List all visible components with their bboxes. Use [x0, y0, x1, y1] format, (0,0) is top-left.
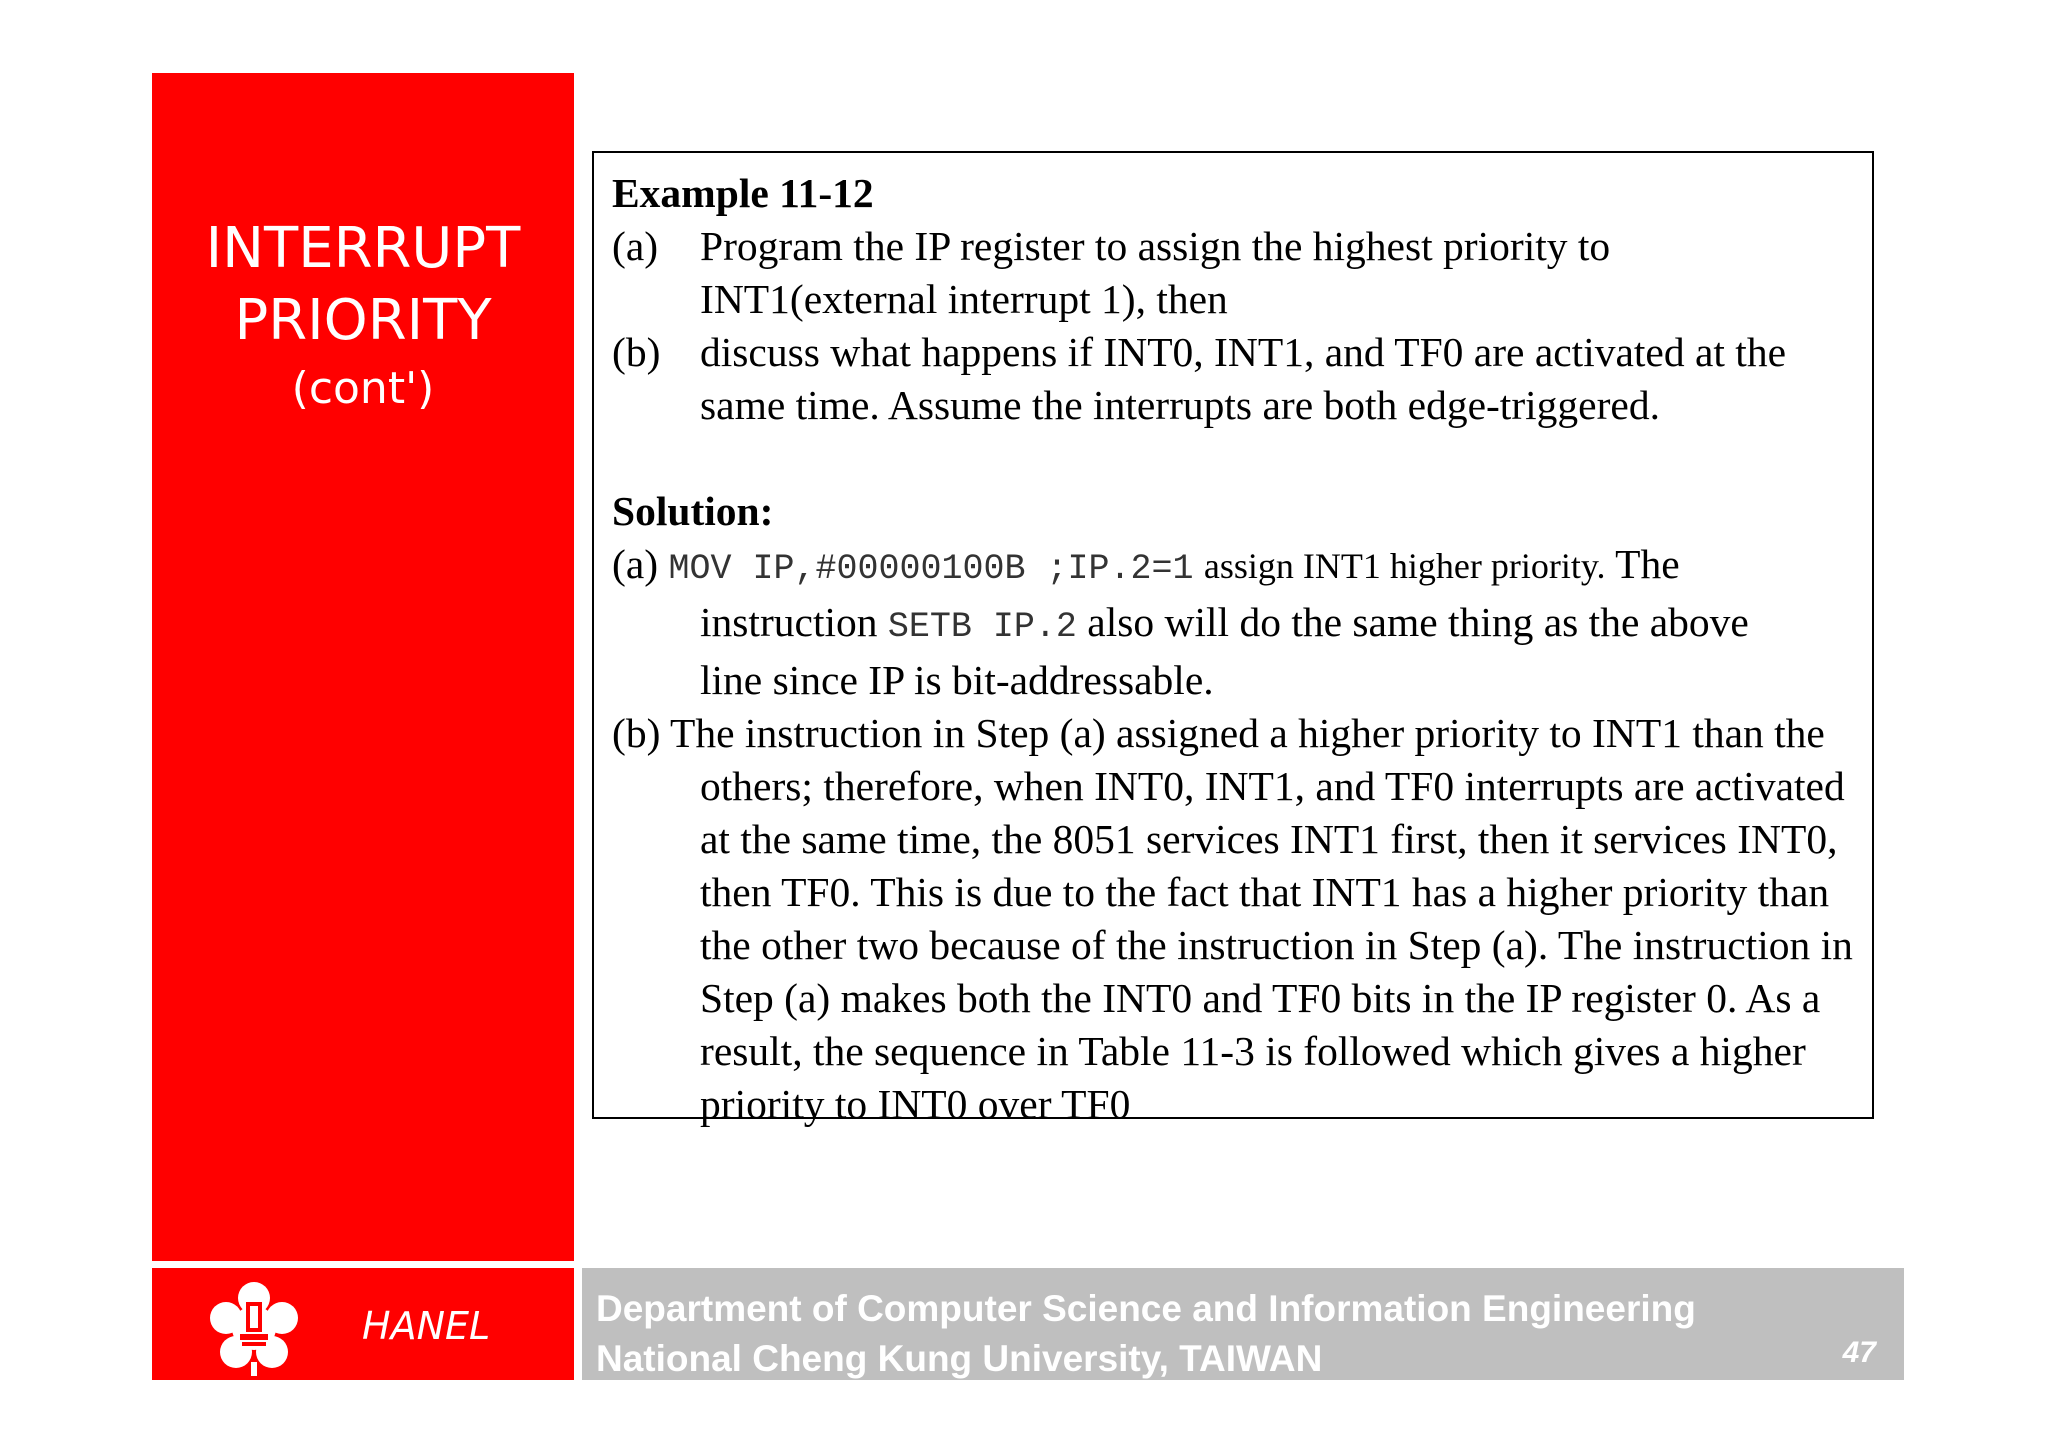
- example-item-a: [612, 220, 1858, 273]
- item-label: (a): [612, 541, 659, 587]
- university-emblem-icon: [204, 1276, 304, 1376]
- example-heading: Example 11-12: [612, 170, 874, 216]
- item-label: (b): [612, 710, 661, 756]
- example-item-b: [612, 326, 1858, 379]
- code-snippet: SETB IP.2: [887, 607, 1077, 647]
- title-subtitle: (cont'): [291, 363, 435, 414]
- title-line-1: INTERRUPT: [205, 216, 521, 281]
- footer-brand-panel: [152, 1268, 574, 1380]
- example-box: [592, 151, 1874, 1127]
- page-number: 47: [1842, 1336, 1876, 1369]
- item-text: Program the IP register to assign the highest priority to: [700, 223, 1611, 269]
- item-text: The: [1615, 541, 1680, 587]
- solution-heading: Solution:: [612, 488, 774, 534]
- item-text: also will do the same thing as the above: [1087, 599, 1749, 645]
- solution-item-a-line3: line since IP is bit-addressable.: [700, 657, 1214, 703]
- spacer: [612, 432, 1858, 485]
- item-label: (b): [612, 329, 661, 375]
- solution-item-a-line2: [612, 596, 1858, 654]
- item-text-continued: same time. Assume the interrupts are both edge-triggered.: [700, 382, 1660, 428]
- section-title: [152, 213, 574, 421]
- footer-institution-panel: [582, 1268, 1904, 1380]
- item-text: The instruction in Step (a) assigned a higher priority to INT1 than the others; therefore, when INT0, INT1, and TF0 interrupts are activated at the same time, the 8051 services INT1 first, then it services INT0, then TF0. This is due to the fact that INT1 has a higher priority than the other two because of the instruction in Step (a). The instruction in Step (a) makes both the INT0 and TF0 bits in the IP register 0. As a result, the sequence in Table 11-3 is followed which gives a higher priority to INT0 over TF0: [670, 710, 1853, 1127]
- title-line-2: PRIORITY: [234, 288, 492, 353]
- department-name: Department of Computer Science and Information Engineering: [596, 1288, 1696, 1329]
- solution-item-a-line1: [612, 538, 1858, 596]
- brand-name: HANEL: [362, 1304, 491, 1348]
- solution-item-b: [612, 707, 1858, 1131]
- sidebar-panel: [152, 73, 574, 1261]
- item-text-continued: INT1(external interrupt 1), then: [700, 276, 1228, 322]
- item-text: discuss what happens if INT0, INT1, and TF0 are activated at the: [700, 329, 1786, 375]
- code-comment: assign INT1 higher priority.: [1203, 546, 1606, 586]
- code-snippet: MOV IP,#00000100B ;IP.2=1: [668, 549, 1194, 589]
- university-name: National Cheng Kung University, TAIWAN: [596, 1338, 1323, 1379]
- item-text: instruction: [700, 599, 878, 645]
- item-label: (a): [612, 223, 659, 269]
- institution-text: [596, 1284, 1696, 1384]
